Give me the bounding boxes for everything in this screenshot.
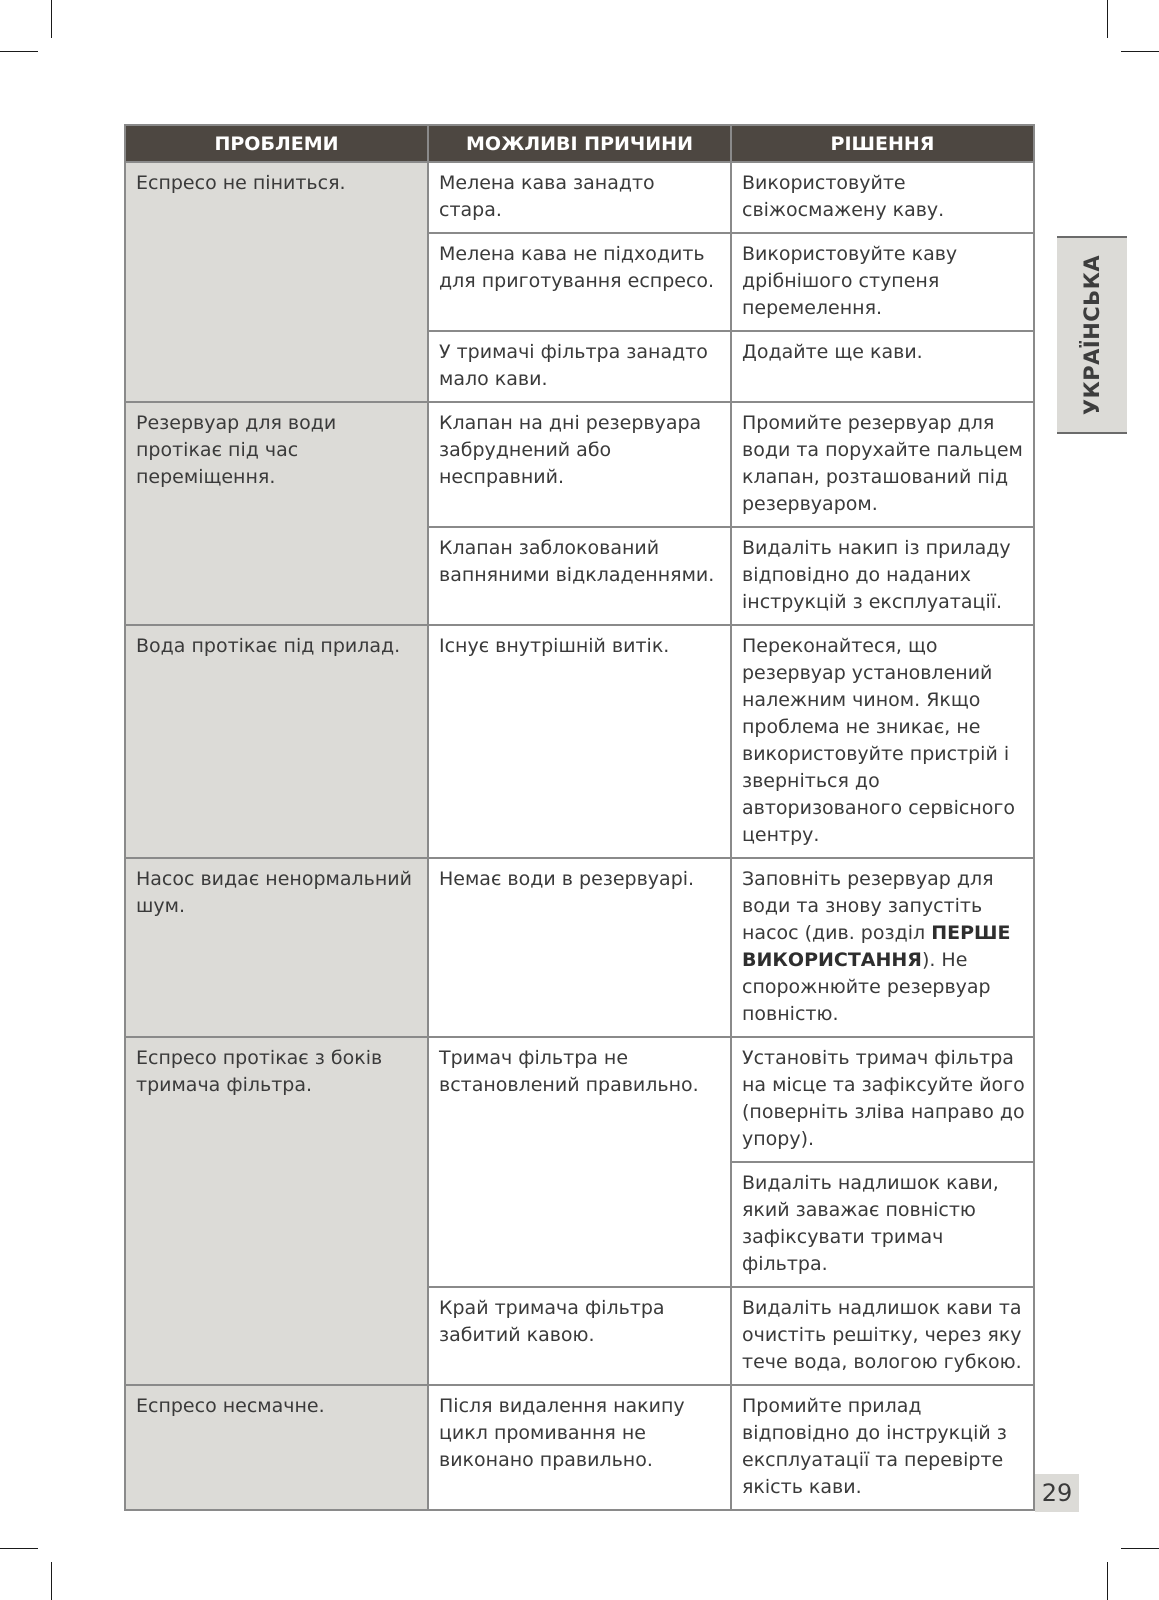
crop-mark [0,51,38,52]
problem-cell: Еспресо не піниться. [125,162,428,402]
cause-cell: Мелена кава занадто стара. [428,162,731,233]
crop-mark [0,1548,38,1549]
problem-cell: Вода протікає під прилад. [125,625,428,858]
cause-cell: Немає води в резервуарі. [428,858,731,1037]
table-row [125,1037,1034,1162]
language-tab [1057,236,1127,434]
solution-text: ). Не спорожнюйте резервуар повністю. [742,949,991,1025]
solution-cell: Використовуйте свіжосмажену каву. [731,162,1034,233]
crop-mark [51,0,52,38]
cause-cell: Тримач фільтра не встановлений правильно. [428,1037,731,1287]
crop-mark [1107,0,1108,38]
cause-cell: У тримачі фільтра занадто мало кави. [428,331,731,402]
cause-cell: Край тримача фільтра забитий кавою. [428,1287,731,1385]
table-row [125,402,1034,527]
table-row [125,625,1034,858]
cause-cell: Клапан на дні резервуара забруднений або несправний. [428,402,731,527]
crop-mark [1107,1562,1108,1600]
troubleshooting-table [124,124,1035,1511]
problem-cell: Насос видає ненормальний шум. [125,858,428,1037]
solution-cell: Видаліть надлишок кави та очистіть решітку, через яку тече вода, вологою губкою. [731,1287,1034,1385]
table-body [125,162,1034,1510]
problem-cell: Еспресо несмачне. [125,1385,428,1510]
table-row [125,1385,1034,1510]
crop-mark [1121,1548,1159,1549]
table-row [125,858,1034,1037]
crop-mark [1121,51,1159,52]
solution-cell: Видаліть надлишок кави, який заважає повністю зафіксувати тримач фільтра. [731,1162,1034,1287]
table-header-row [125,125,1034,162]
solution-cell: Промийте прилад відповідно до інструкцій з експлуатації та перевірте якість кави. [731,1385,1034,1510]
cause-cell: Після видалення накипу цикл промивання не виконано правильно. [428,1385,731,1510]
table-row [125,162,1034,233]
header-causes: МОЖЛИВІ ПРИЧИНИ [428,125,731,162]
crop-mark [51,1562,52,1600]
cause-cell: Клапан заблокований вапняними відкладеннями. [428,527,731,625]
cause-cell: Існує внутрішній витік. [428,625,731,858]
solution-cell: Видаліть накип із приладу відповідно до наданих інструкцій з експлуатації. [731,527,1034,625]
solution-cell: Додайте ще кави. [731,331,1034,402]
solution-cell [731,858,1034,1037]
solution-cell: Використовуйте каву дрібнішого ступеня перемелення. [731,233,1034,331]
solution-cell: Переконайтеся, що резервуар установлений належним чином. Якщо проблема не зникає, не використовуйте пристрій і зверніться до авторизованого сервісного центру. [731,625,1034,858]
solution-cell: Установіть тримач фільтра на місце та зафіксуйте його (поверніть зліва направо до упору). [731,1037,1034,1162]
problem-cell: Еспресо протікає з боків тримача фільтра. [125,1037,428,1385]
problem-cell: Резервуар для води протікає під час переміщення. [125,402,428,625]
section-reference: ПЕРШЕ ВИКОРИСТАННЯ [742,922,1011,971]
header-solutions: РІШЕННЯ [731,125,1034,162]
page-number: 29 [1035,1474,1079,1512]
solution-text: Заповніть резервуар для води та знову запустіть насос (див. розділ [742,868,994,944]
language-tab-label: УКРАЇНСЬКА [1080,254,1104,416]
cause-cell: Мелена кава не підходить для приготування еспресо. [428,233,731,331]
header-problems: ПРОБЛЕМИ [125,125,428,162]
solution-cell: Промийте резервуар для води та поруxайте пальцем клапан, розташований під резервуаром. [731,402,1034,527]
